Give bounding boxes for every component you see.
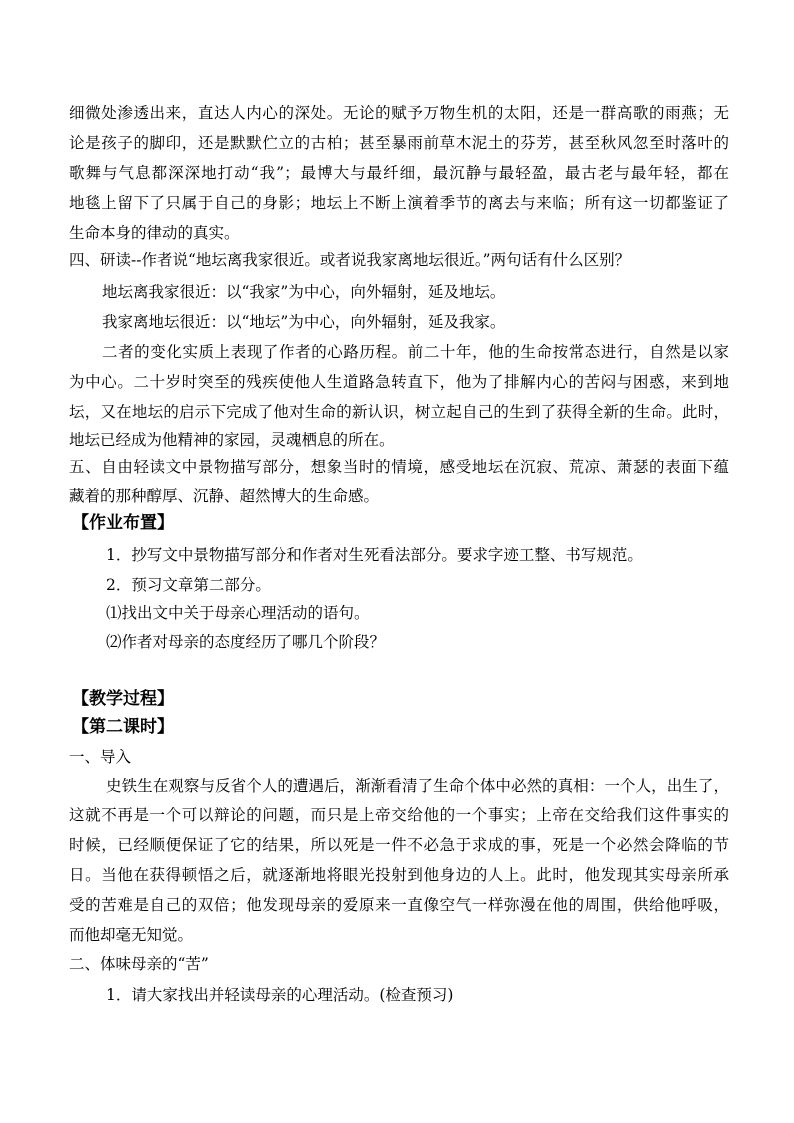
list-item: 我家离地坛很近：以“地坛”为中心，向外辐射，延及我家。 <box>102 313 506 331</box>
body-line: 为中心。二十岁时突至的残疾使他人生道路急转直下，他为了排解内心的苦闷与困惑，来到地 <box>69 373 729 391</box>
body-line: 而他却毫无知觉。 <box>69 926 194 944</box>
section-title: 二、体味母亲的“苦” <box>69 955 209 973</box>
body-line: 地坛已经成为他精神的家园，灵魂栖息的所在。 <box>69 431 395 449</box>
lesson-heading: 【第二课时】 <box>72 717 174 737</box>
section-title: 一、导入 <box>69 748 132 766</box>
body-line: 生命本身的律动的真实。 <box>69 224 240 242</box>
list-item: 地坛离我家很近：以“我家”为中心，向外辐射，延及地坛。 <box>102 283 506 301</box>
body-line: 受的苦难是自己的双倍；他发现母亲的爱原来一直像空气一样弥漫在他的周围，供给他呼吸， <box>69 896 729 914</box>
body-line: 歌舞与气息都深深地打动“我”；最博大与最纤细，最沉静与最轻盈，最古老与最年轻，都在 <box>69 164 729 182</box>
section-title: 四、研读--作者说“地坛离我家很近。或者说我家离地坛很近。”两句话有什么区别？ <box>69 251 631 269</box>
body-line: 细微处渗透出来，直达人内心的深处。无论的赋予万物生机的太阳，还是一群高歌的雨燕；无 <box>69 104 729 122</box>
list-item: 1．请大家找出并轻读母亲的心理活动。(检查预习) <box>106 986 454 1004</box>
body-line: 这就不再是一个可以辩论的问题，而只是上帝交给他的一个事实；上帝在交给我们这件事实的 <box>69 806 729 824</box>
list-item: 1．抄写文中景物描写部分和作者对生死看法部分。要求字迹工整、书写规范。 <box>106 546 643 564</box>
body-line: 二者的变化实质上表现了作者的心路历程。前二十年，他的生命按常态进行，自然是以家 <box>102 343 729 361</box>
list-sub-item: ⑵作者对母亲的态度经历了哪几个阶段？ <box>106 633 386 651</box>
process-heading: 【教学过程】 <box>72 689 174 709</box>
homework-heading: 【作业布置】 <box>72 513 174 533</box>
section-title: 五、自由轻读文中景物描写部分，想象当时的情境，感受地坛在沉寂、荒凉、萧瑟的表面下蕴 <box>69 458 729 476</box>
body-line: 坛，又在地坛的启示下完成了他对生命的新认识，树立起自己的生到了获得全新的生命。此时， <box>69 403 729 421</box>
body-line: 史铁生在观察与反省个人的遭遇后，渐渐看清了生命个体中必然的真相：一个人，出生了， <box>106 777 729 795</box>
list-sub-item: ⑴找出文中关于母亲心理活动的语句。 <box>106 604 370 622</box>
body-line: 地毯上留下了只属于自己的身影；地坛上不断上演着季节的离去与来临；所有这一切都鉴证了 <box>69 194 729 212</box>
body-line: 时候，已经顺便保证了它的结果，所以死是一件不必急于求成的事，死是一个必然会降临的节 <box>69 836 729 854</box>
body-line: 论是孩子的脚印，还是默默伫立的古柏；甚至暴雨前草木泥土的芬芳，甚至秋风忽至时落叶的 <box>69 134 729 152</box>
list-item: 2．预习文章第二部分。 <box>106 576 271 594</box>
body-line: 日。当他在获得顿悟之后，就逐渐地将眼光投射到他身边的人上。此时，他发现其实母亲所承 <box>69 866 729 884</box>
body-line: 藏着的那种醇厚、沉静、超然博大的生命感。 <box>69 487 380 505</box>
